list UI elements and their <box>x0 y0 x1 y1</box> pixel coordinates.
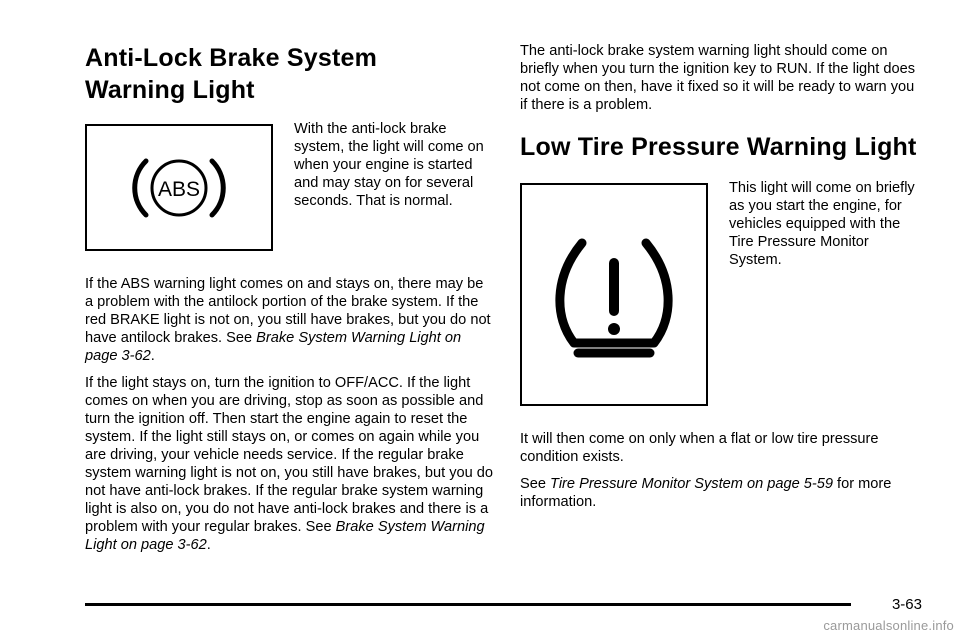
abs-title-line2: Warning Light <box>85 76 255 104</box>
abs-title-line1: Anti-Lock Brake System <box>85 44 377 72</box>
brake-warning-reference: Brake System Warning Light on page 3-62 <box>85 330 462 364</box>
tpms-section-title: Low Tire Pressure Warning Light <box>520 133 917 161</box>
tpms-paragraph-1: It will then come on only when a flat or low tire pressure condition exists. <box>520 431 879 465</box>
low-tire-pressure-icon <box>544 225 684 365</box>
abs-intro-paragraph: The anti-lock brake system warning light should come on briefly when you turn the ignition key to RUN. If the light does not come on then, have it fixed so it will be ready to warn you if there is a problem. <box>520 43 916 113</box>
abs-icon-frame <box>85 124 273 251</box>
abs-paragraph-1: If the ABS warning light comes on and stays on, there may be a problem with the antilock portion of the brake system. If the red BRAKE light is not on, you still have brakes, but you do not have antilock brakes. See Brake System Warning Light on page 3-62. <box>85 276 491 364</box>
page-number: 3-63 <box>891 596 922 613</box>
footer-rule <box>85 603 851 606</box>
right-column <box>520 42 920 511</box>
abs-icon-label: ABS <box>157 177 201 201</box>
brake-warning-reference-2: Brake System Warning Light on page 3-62 <box>85 519 485 553</box>
tpms-caption: This light will come on briefly as you start the engine, for vehicles equipped with the Tire Pressure Monitor System. <box>729 180 915 268</box>
abs-figure-row <box>85 120 495 251</box>
abs-warning-icon <box>124 153 234 223</box>
abs-paragraph-2: If the light stays on, turn the ignition to OFF/ACC. If the light comes on when you are driving, stop as soon as possible and turn the ignition off. Then start the engine again to reset the system. If the light still stays on, or comes on again while you are driving, your vehicle needs service. If the regular brake system warning light is not on, you still have brakes, but you do not have anti-lock brakes. If the regular brake system warning light is also on, you do not have anti-lock brakes and there is a problem with your regular brakes. See Brake System Warning Light on page 3-62. <box>85 375 494 553</box>
abs-section-title <box>85 42 495 106</box>
tpms-icon-frame <box>520 183 708 406</box>
watermark: carmanualsonline.info <box>823 618 954 633</box>
tpms-figure-row <box>520 179 920 406</box>
left-column <box>85 42 495 554</box>
abs-caption: With the anti-lock brake system, the light will come on when your engine is started and may stay on for several seconds. That is normal. <box>294 121 484 209</box>
tpms-reference: Tire Pressure Monitor System on page 5-59 <box>550 476 833 492</box>
tpms-paragraph-2: See Tire Pressure Monitor System on page 5-59 for more information. <box>520 476 892 510</box>
